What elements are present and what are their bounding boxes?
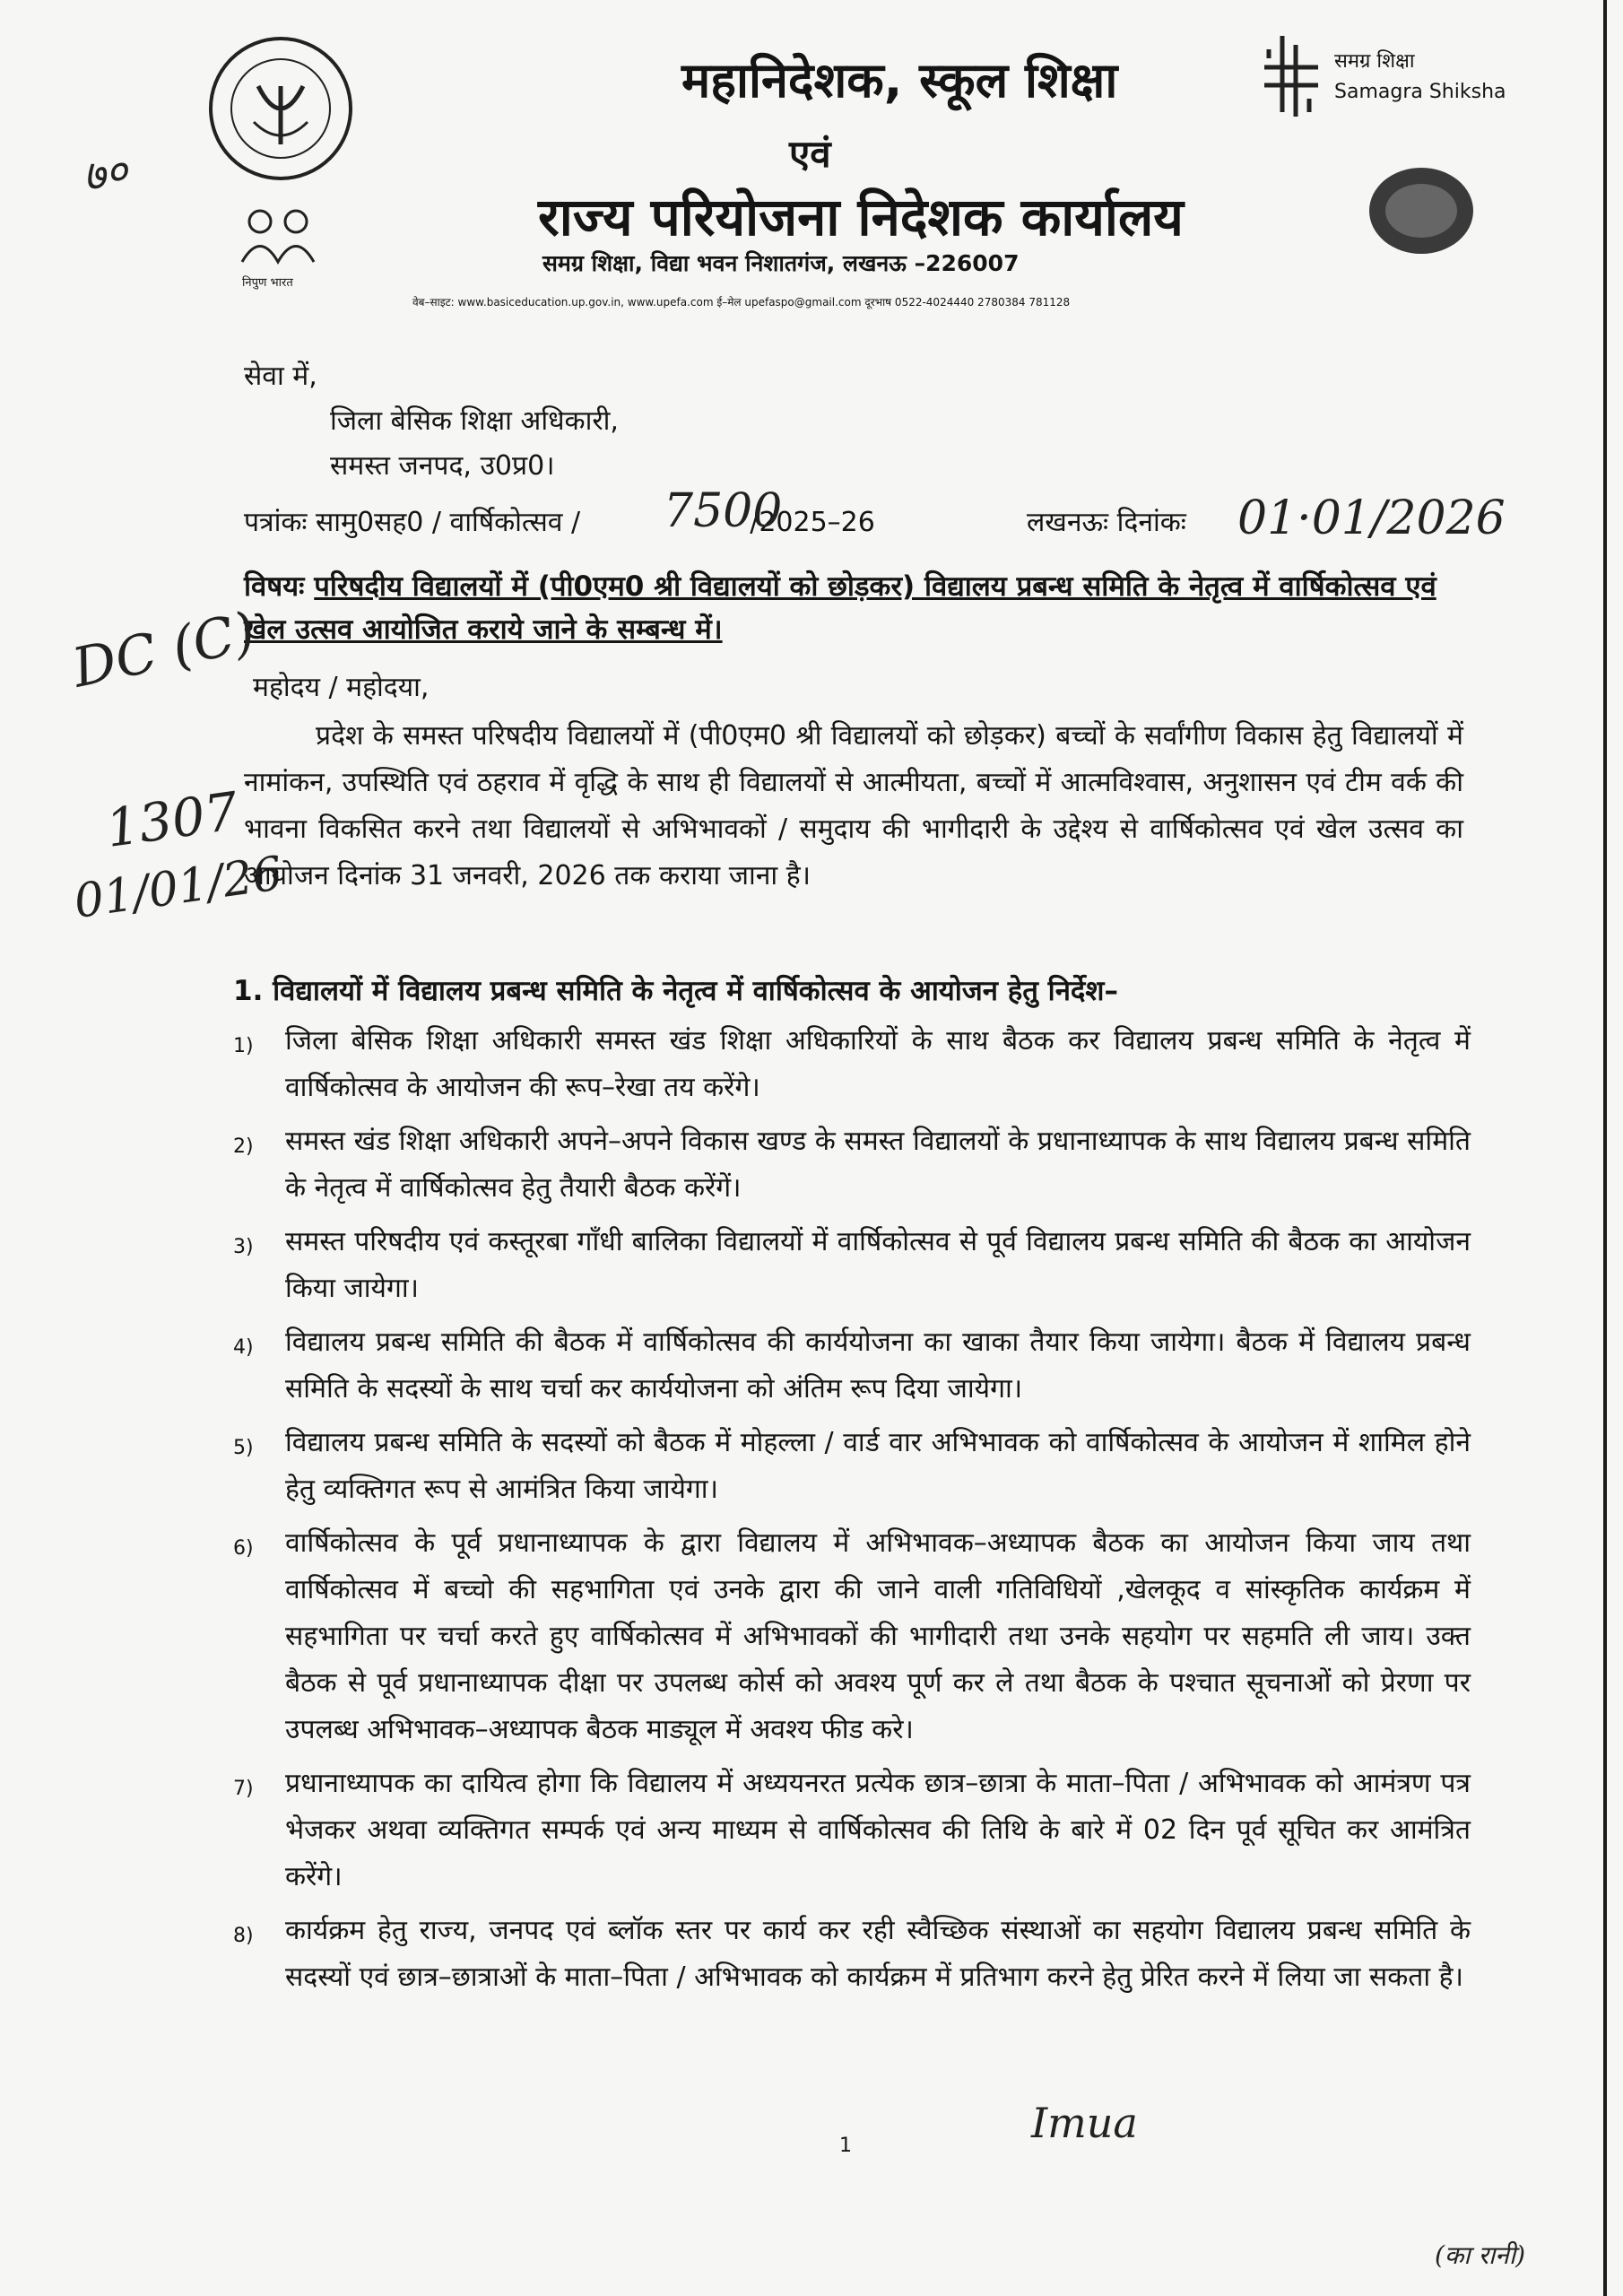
up-government-emblem xyxy=(204,32,357,185)
handwritten-bottom-note: (का रानी) xyxy=(1435,2240,1526,2270)
intro-paragraph: प्रदेश के समस्त परिषदीय विद्यालयों में (पी0एम0 श्री विद्यालयों को छोड़कर) बच्चों के सर्वांगीण विकास हेतु विद्यालयों में नामांकन, उपस्थिति एवं ठहराव में वृद्धि के साथ ही विद्यालयों से आत्मीयता, बच्चों में आत्मविश्वास, अनुशासन एवं टीम वर्क की भावना विकसित करने तथा विद्यालयों से अभिभावकों / समुदाय की भागीदारी के उद्देश्य से वार्षिकोत्सव एवं खेल उत्सव का आयोजन दिनांक 31 जनवरी, 2026 तक कराया जाना है। xyxy=(244,720,1463,891)
list-item: 8) कार्यक्रम हेतु राज्य, जनपद एवं ब्लॉक स्तर पर कार्य कर रही स्वैच्छिक संस्थाओं का सहयोग विद्यालय प्रबन्ध समिति के सदस्यों एवं छात्र–छात्राओं के माता–पिता / अभिभावक को कार्यक्रम में प्रतिभाग करने हेतु प्रेरित करने में लिया जा सकता है। xyxy=(233,1915,1471,1993)
nipun-bharat-logo-icon xyxy=(224,199,332,271)
salutation-to: सेवा में, xyxy=(244,361,317,392)
reference-date-handwritten: 01·01/2026 xyxy=(1237,491,1506,545)
list-item: 1) जिला बेसिक शिक्षा अधिकारी समस्त खंड शिक्षा अधिकारियों के साथ बैठक कर विद्यालय प्रबन्ध समिति के नेतृत्व में वार्षिकोत्सव के आयोजन की रूप–रेखा तय करेंगे। xyxy=(233,1025,1471,1103)
greeting: महोदय / महोदया, xyxy=(253,672,430,703)
salutation-location: समस्त जनपद, उ0प्र0। xyxy=(330,450,555,482)
list-item: 2) समस्त खंड शिक्षा अधिकारी अपने–अपने विकास खण्ड के समस्त विद्यालयों के प्रधानाध्यापक के साथ विद्यालय प्रबन्ध समिति के नेतृत्व में वार्षिकोत्सव हेतु तैयारी बैठक करेंगें। xyxy=(233,1126,1471,1204)
handwritten-top-left: ७० xyxy=(78,145,132,203)
header-contact: वेब–साइट: www.basiceducation.up.gov.in, www.upefa.com ई–मेल upefaspo@gmail.com दूरभाष 0522-4024440 2780384 781128 xyxy=(412,296,1071,309)
handwritten-stamp-number: 1307 xyxy=(101,780,242,859)
subject-label: विषयः xyxy=(244,570,305,603)
reference-suffix: /2025–26 xyxy=(750,507,875,538)
salutation-recipient: जिला बेसिक शिक्षा अधिकारी, xyxy=(330,405,619,437)
header-office-title: राज्य परियोजना निदेशक कार्यालय xyxy=(538,187,1184,248)
page-edge xyxy=(1603,0,1607,2296)
list-item: 5) विद्यालय प्रबन्ध समिति के सदस्यों को बैठक में मोहल्ला / वार्ड वार अभिभावक को वार्षिकोत्सव के आयोजन में शामिल होने हेतु व्यक्तिगत रूप से आमंत्रित किया जायेगा। xyxy=(233,1427,1471,1505)
reference-number-handwritten: 7500 xyxy=(664,484,783,538)
section-1-heading: 1. विद्यालयों में विद्यालय प्रबन्ध समिति के नेतृत्व में वार्षिकोत्सव के आयोजन हेतु निर्देश– xyxy=(233,975,1118,1007)
nipun-bharat-caption: निपुण भारत xyxy=(242,276,293,290)
subject-text: परिषदीय विद्यालयों में (पी0एम0 श्री विद्यालयों को छोड़कर) विद्यालय प्रबन्ध समिति के नेतृत्व में वार्षिकोत्सव एवं खेल उत्सव आयोजित कराये जाने के सम्बन्ध में। xyxy=(244,570,1436,646)
right-emblem-icon xyxy=(1363,161,1480,260)
reference-prefix: पत्रांकः सामु0सह0 / वार्षिकोत्सव / xyxy=(244,507,581,538)
header-line-2: एवं xyxy=(789,132,831,176)
reference-date-label: लखनऊः दिनांकः xyxy=(1026,507,1186,538)
list-item: 3) समस्त परिषदीय एवं कस्तूरबा गाँधी बालिका विद्यालयों में वार्षिकोत्सव से पूर्व विद्यालय प्रबन्ध समिति की बैठक का आयोजन किया जायेगा। xyxy=(233,1226,1471,1304)
samagra-shiksha-logo-icon xyxy=(1246,27,1327,126)
samagra-english: Samagra Shiksha xyxy=(1334,81,1506,103)
handwritten-stamp-date: 01/01/26 xyxy=(70,847,286,929)
handwritten-dc-note: DC (C) xyxy=(66,600,261,700)
list-item: 4) विद्यालय प्रबन्ध समिति की बैठक में वार्षिकोत्सव की कार्ययोजना का खाका तैयार किया जायेगा। बैठक में विद्यालय प्रबन्ध समिति के सदस्यों के साथ चर्चा कर कार्ययोजना को अंतिम रूप दिया जायेगा। xyxy=(233,1326,1471,1405)
subject-block xyxy=(244,565,1463,651)
samagra-shiksha-name xyxy=(1334,47,1506,108)
header-line-1: महानिदेशक, स्कूल शिक्षा xyxy=(681,52,1118,109)
samagra-hindi: समग्र शिक्षा xyxy=(1334,50,1415,73)
instruction-list xyxy=(233,1018,1471,2008)
list-item: 7) प्रधानाध्यापक का दायित्व होगा कि विद्यालय में अध्ययनरत प्रत्येक छात्र–छात्रा के माता–पिता / अभिभावक को आमंत्रण पत्र भेजकर अथवा व्यक्तिगत सम्पर्क एवं अन्य माध्यम से वार्षिकोत्सव की तिथि के बारे में 02 दिन पूर्व सूचित कर आमंत्रित करेंगे। xyxy=(233,1768,1471,1892)
page-number: 1 xyxy=(839,2135,852,2157)
handwritten-signature: Imua xyxy=(1031,2099,1138,2147)
list-item: 6) वार्षिकोत्सव के पूर्व प्रधानाध्यापक के द्वारा विद्यालय में अभिभावक–अध्यापक बैठक का आयोजन किया जाय तथा वार्षिकोत्सव में बच्चो की सहभागिता एवं उनके द्वारा की जाने वाली गतिविधियों ,खेलकूद व सांस्कृतिक कार्यक्रम में सहभागिता पर चर्चा करते हुए वार्षिकोत्सव में अभिभावकों की भागीदारी तथा उनके सहयोग पर सहमति ली जाय। उक्त बैठक से पूर्व प्रधानाध्यापक दीक्षा पर उपलब्ध कोर्स को अवश्य पूर्ण कर ले तथा बैठक के पश्चात सूचनाओं को प्रेरणा पर उपलब्ध अभिभावक–अध्यापक बैठक माड्यूल में अवश्य फीड करे। xyxy=(233,1527,1471,1745)
header-address: समग्र शिक्षा, विद्या भवन निशातगंज, लखनऊ –226007 xyxy=(542,250,1020,276)
